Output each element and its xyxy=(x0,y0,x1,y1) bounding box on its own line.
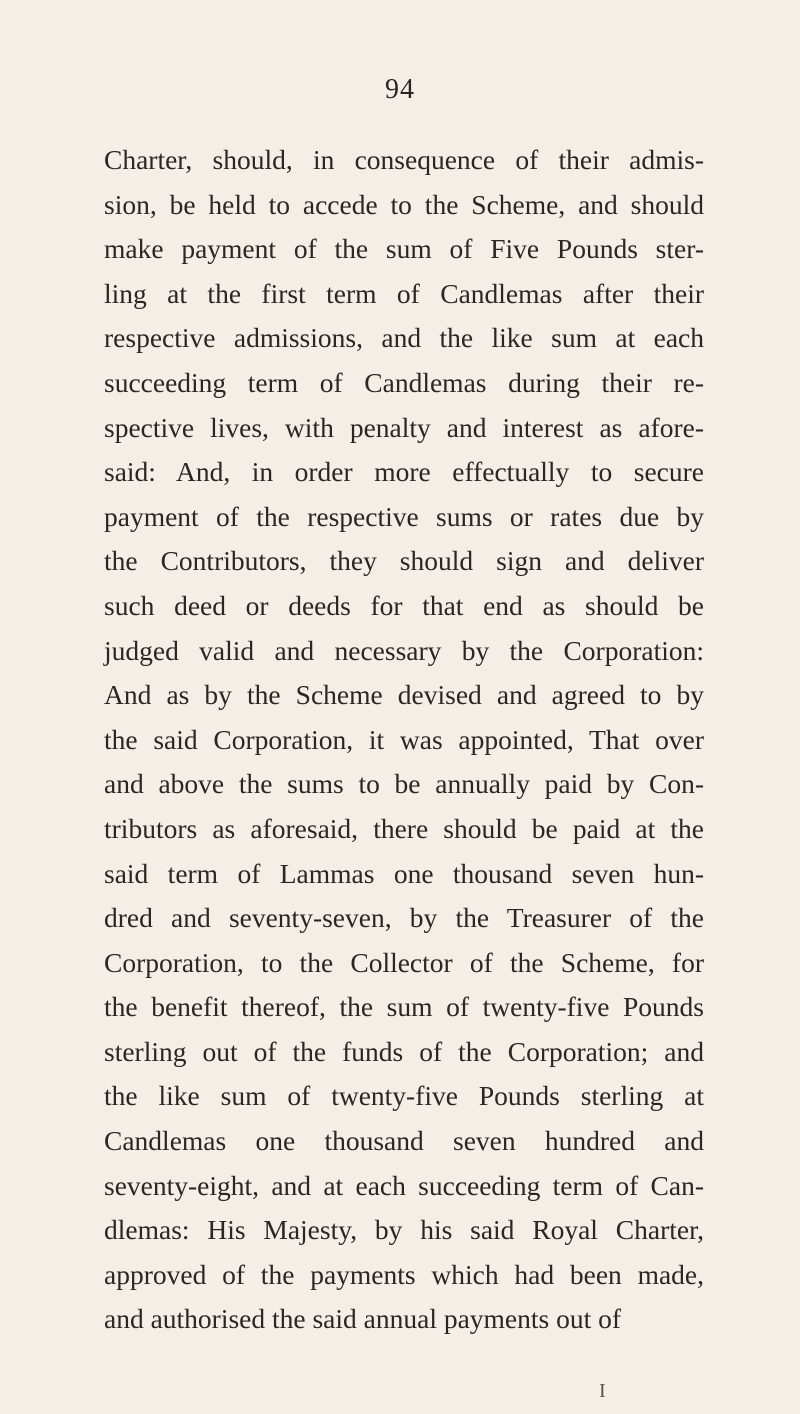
text-line: seventy-eight, and at each succeeding term of Can- xyxy=(104,1169,704,1201)
text-line: sion, be held to accede to the Scheme, and should xyxy=(104,188,704,220)
text-line: ling at the first term of Candlemas after their xyxy=(104,277,704,309)
body-text xyxy=(104,138,704,1342)
text-line: the said Corporation, it was appointed, That over xyxy=(104,723,704,755)
page-number: 94 xyxy=(385,74,415,105)
text-line: And as by the Scheme devised and agreed to by xyxy=(104,679,704,711)
text-line: payment of the respective sums or rates due by xyxy=(104,500,704,532)
text-line: said term of Lammas one thousand seven hun- xyxy=(104,857,704,889)
text-line: the like sum of twenty-five Pounds sterling at xyxy=(104,1080,704,1112)
text-line: judged valid and necessary by the Corporation: xyxy=(104,634,704,666)
text-line: approved of the payments which had been made, xyxy=(104,1258,704,1290)
signature-mark: I xyxy=(599,1380,606,1402)
text-line: and authorised the said annual payments out of xyxy=(104,1303,622,1335)
text-line: the benefit thereof, the sum of twenty-five Pounds xyxy=(104,991,704,1023)
text-line: the Contributors, they should sign and deliver xyxy=(104,545,704,577)
text-line: make payment of the sum of Five Pounds ster- xyxy=(104,233,704,265)
text-line: tributors as aforesaid, there should be paid at the xyxy=(104,812,704,844)
text-line: dlemas: His Majesty, by his said Royal Charter, xyxy=(104,1214,704,1246)
text-line: sterling out of the funds of the Corporation; and xyxy=(104,1035,704,1067)
text-line: said: And, in order more effectually to secure xyxy=(104,456,704,488)
text-line: Candlemas one thousand seven hundred and xyxy=(104,1125,704,1157)
text-line: Charter, should, in consequence of their admis- xyxy=(104,144,704,175)
text-line: dred and seventy-seven, by the Treasurer of the xyxy=(104,902,704,934)
text-line: succeeding term of Candlemas during their re- xyxy=(104,366,704,398)
text-line: Corporation, to the Collector of the Scheme, for xyxy=(104,946,704,978)
text-line: and above the sums to be annually paid by Con- xyxy=(104,768,704,800)
text-line: respective admissions, and the like sum at each xyxy=(104,322,704,354)
text-line: such deed or deeds for that end as should be xyxy=(104,589,704,621)
text-line: spective lives, with penalty and interest as afore- xyxy=(104,411,704,443)
